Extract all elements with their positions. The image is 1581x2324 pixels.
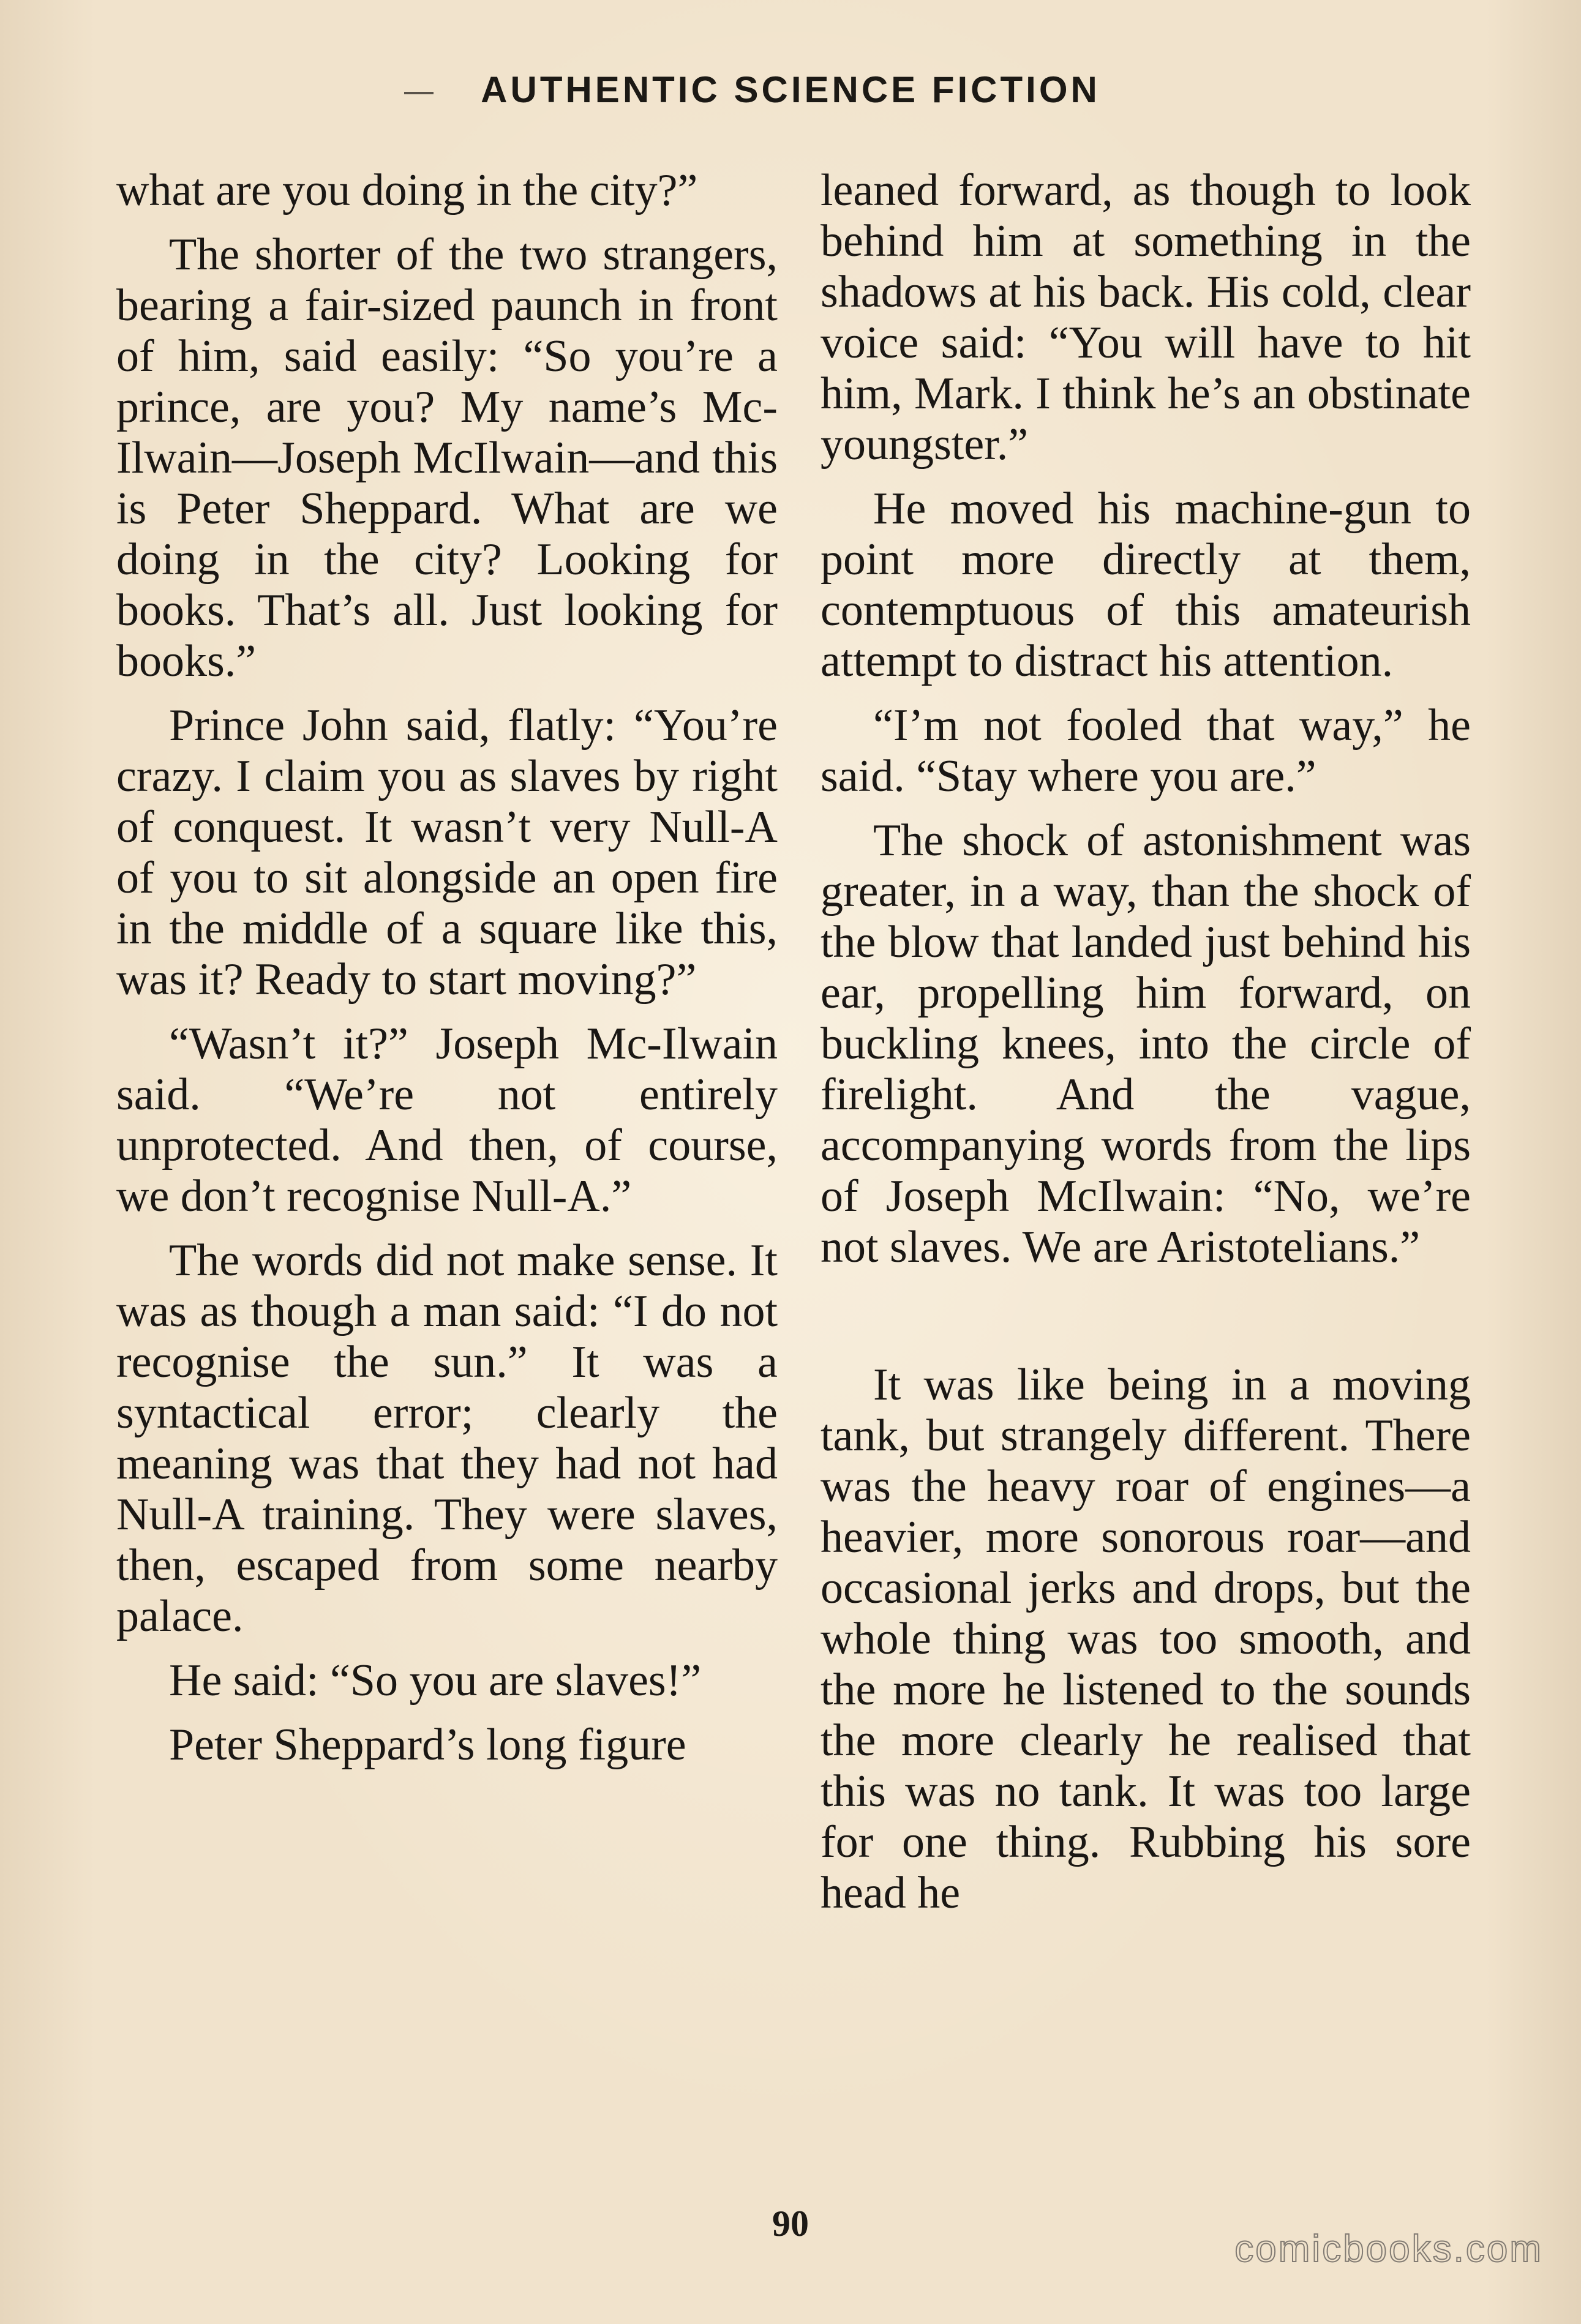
left-paragraph-2: The shorter of the two strangers, bearing a fair-sized paunch in front of him, said easily: “So you’re a prince, are you? My name’s Mc-Ilwain—Joseph McIlwain—and this is Peter Sheppard. What are we doing in the city? Looking for books. That’s all. Just looking for books.” [116,230,778,686]
left-paragraph-1: what are you doing in the city?” [116,165,698,216]
section-break [821,1286,1471,1360]
right-text-column [821,165,1471,1932]
left-paragraph-5: The words did not make sense. It was as though a man said: “I do not recognise the sun.” It was a syntactical error; clearly the meaning was that they had not had Null-A training. They were slaves, then, escaped from some nearby palace. [116,1235,778,1641]
left-paragraph-3: Prince John said, flatly: “You’re crazy. I claim you as slaves by right of conquest. It wasn’t very Null-A of you to sit alongside an open fire in the middle of a square like this, was it? Ready to start moving?” [116,700,778,1005]
running-title: AUTHENTIC SCIENCE FICTION [481,69,1100,110]
left-paragraph-6: He said: “So you are slaves!” [169,1655,702,1706]
right-paragraph-4: The shock of astonishment was greater, in a way, than the shock of the blow that landed just behind his ear, propelling him forward, on buckling knees, into the circle of firelight. And the vague, accompanying words from the lips of Joseph McIlwain: “No, we’re not slaves. We are Aristotelians.” [821,815,1471,1272]
right-paragraph-1: leaned forward, as though to look behind him at something in the shadows at his back. His cold, clear voice said: “You will have to hit him, Mark. I think he’s an obstinate youngster.” [821,165,1471,470]
left-paragraph-7: Peter Sheppard’s long figure [169,1720,686,1770]
left-paragraph-4: “Wasn’t it?” Joseph Mc-Ilwain said. “We’re not entirely unprotected. And then, of course, we don’t recognise Null-A.” [116,1019,778,1221]
right-paragraph-2: He moved his machine-gun to point more directly at them, contemptuous of this amateurish attempt to distract his attention. [821,484,1471,686]
watermark-logo: comicbooks.com [1234,2228,1543,2270]
right-paragraph-3: “I’m not fooled that way,” he said. “Stay where you are.” [821,700,1471,801]
right-paragraph-5: It was like being in a moving tank, but strangely different. There was the heavy roar of engines—a heavier, more sonorous roar—and occasional jerks and drops, but the whole thing was too smooth, and the more he listened to the sounds the more clearly he realised that this was no tank. It was too large for one thing. Rubbing his sore head he [821,1360,1471,1918]
left-text-column [116,165,778,1784]
page-number: 90 [772,2203,809,2244]
